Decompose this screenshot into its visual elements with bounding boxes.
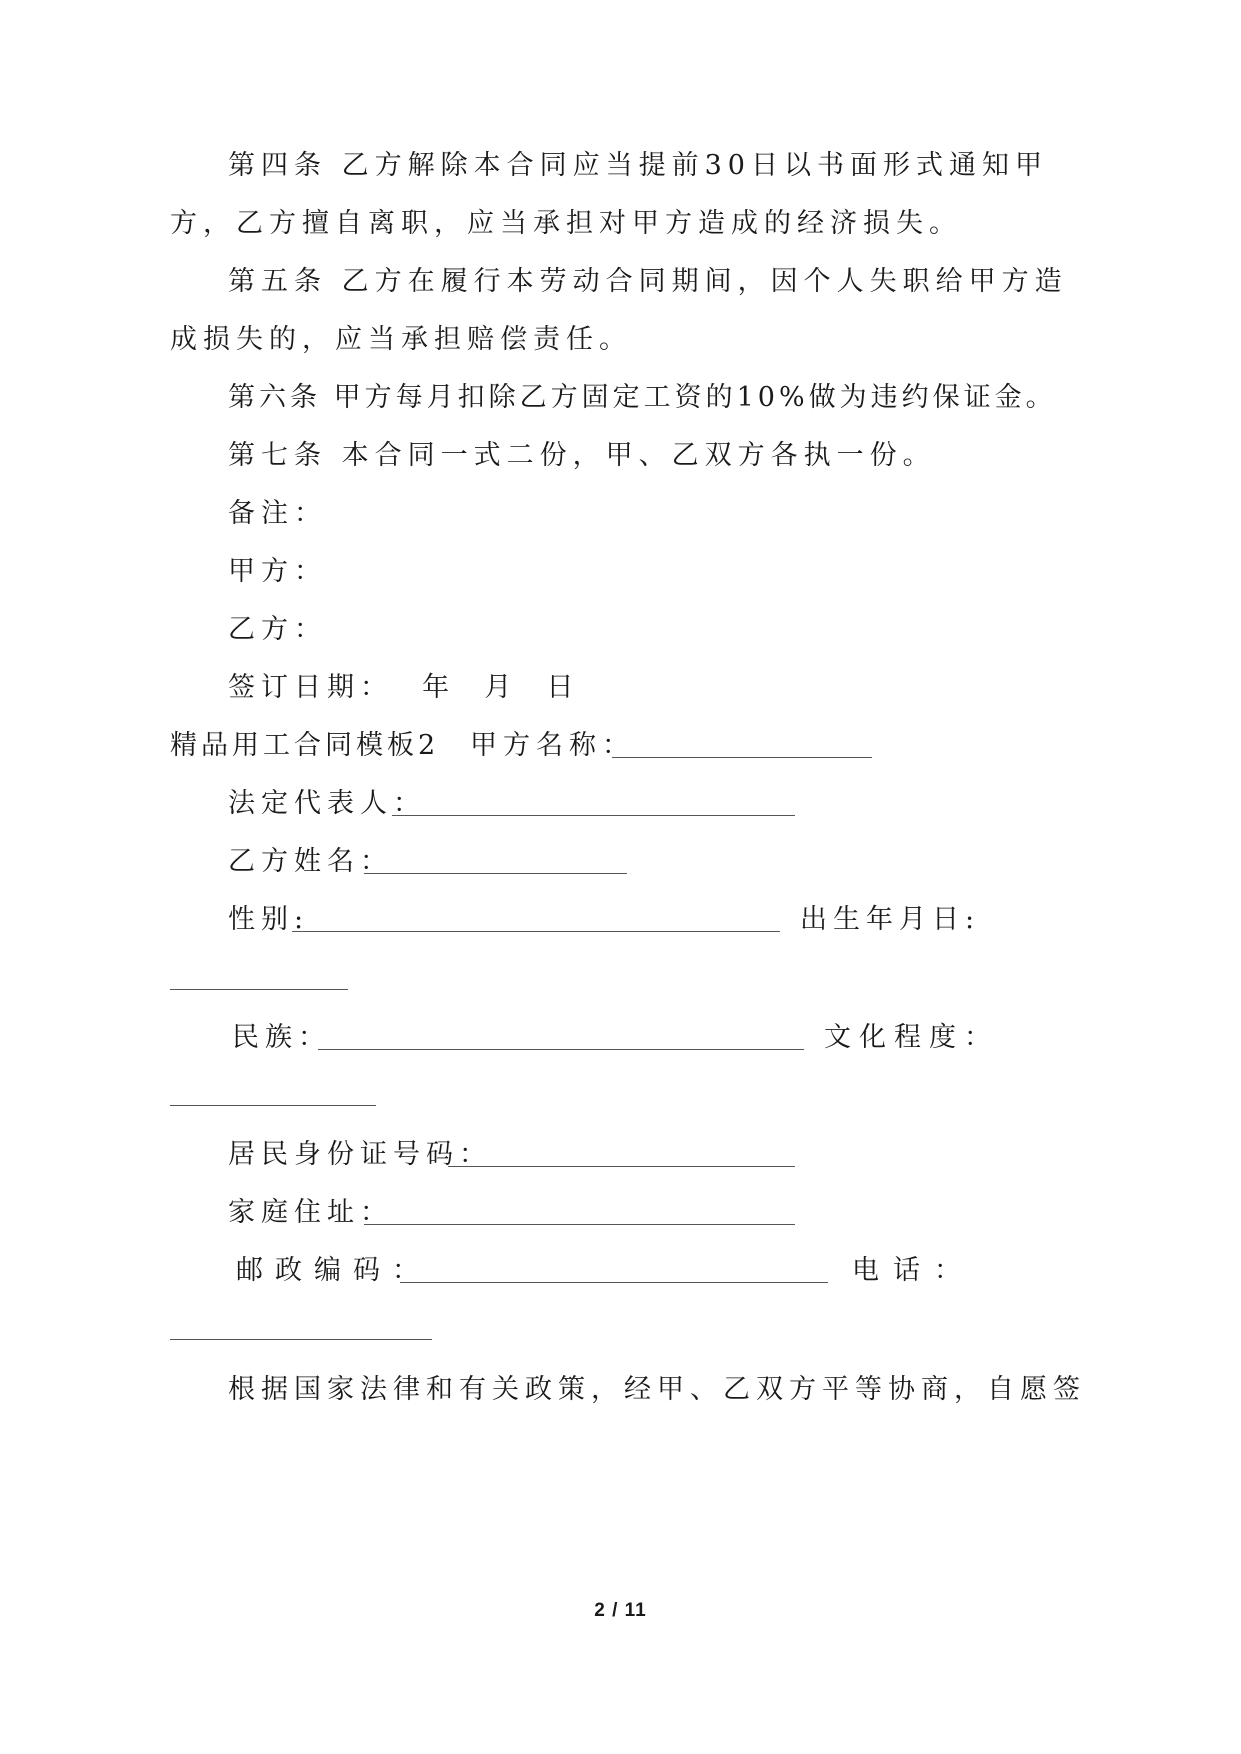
ethnicity-blank [318,1049,804,1050]
article-6: 第六条 甲方每月扣除乙方固定工资的10%做为违约保证金。 [228,382,1057,413]
article-5-line-1: 第五条 乙方在履行本劳动合同期间，因个人失职给甲方造 [228,266,1068,297]
article-4-line-2: 方，乙方擅自离职，应当承担对甲方造成的经济损失。 [170,208,962,239]
home-address-blank [364,1224,795,1225]
article-4-line-1: 第四条 乙方解除本合同应当提前30日以书面形式通知甲 [228,150,1048,181]
article-7: 第七条 本合同一式二份，甲、乙双方各执一份。 [228,440,936,471]
party-a-signature-label: 甲方： [228,556,327,587]
template-2-heading: 精品用工合同模板2 [170,730,440,761]
party-b-signature-label: 乙方： [228,614,327,645]
party-b-name-label: 乙方姓名： [228,846,393,877]
education-label: 文化程度： [824,1022,999,1053]
postcode-blank [400,1282,828,1283]
template-2-intro: 根据国家法律和有关政策，经甲、乙双方平等协商，自愿签 [228,1374,1086,1405]
remark-label: 备注： [228,498,327,529]
postcode-label: 邮政编码： [236,1255,431,1286]
party-a-name-blank [612,757,872,758]
article-5-line-2: 成损失的，应当承担赔偿责任。 [170,324,632,355]
birth-date-label: 出生年月日: [800,904,981,935]
signing-date: 签订日期： 年 月 日 [228,672,580,703]
phone-blank [170,1339,432,1340]
ethnicity-label: 民族： [232,1022,331,1053]
legal-rep-blank [392,815,795,816]
gender-blank [292,931,780,932]
gender-label: 性别: [228,904,310,935]
party-b-name-blank [364,873,627,874]
party-a-name-label: 甲方名称： [470,730,635,761]
page-number: 2 / 11 [594,1600,647,1621]
birth-date-blank [170,989,348,990]
id-number-label: 居民身份证号码： [228,1139,492,1170]
id-number-blank [448,1166,795,1167]
home-address-label: 家庭住址： [228,1197,393,1228]
legal-rep-label: 法定代表人： [228,788,426,819]
education-blank [170,1105,376,1106]
phone-label: 电话： [852,1255,975,1286]
